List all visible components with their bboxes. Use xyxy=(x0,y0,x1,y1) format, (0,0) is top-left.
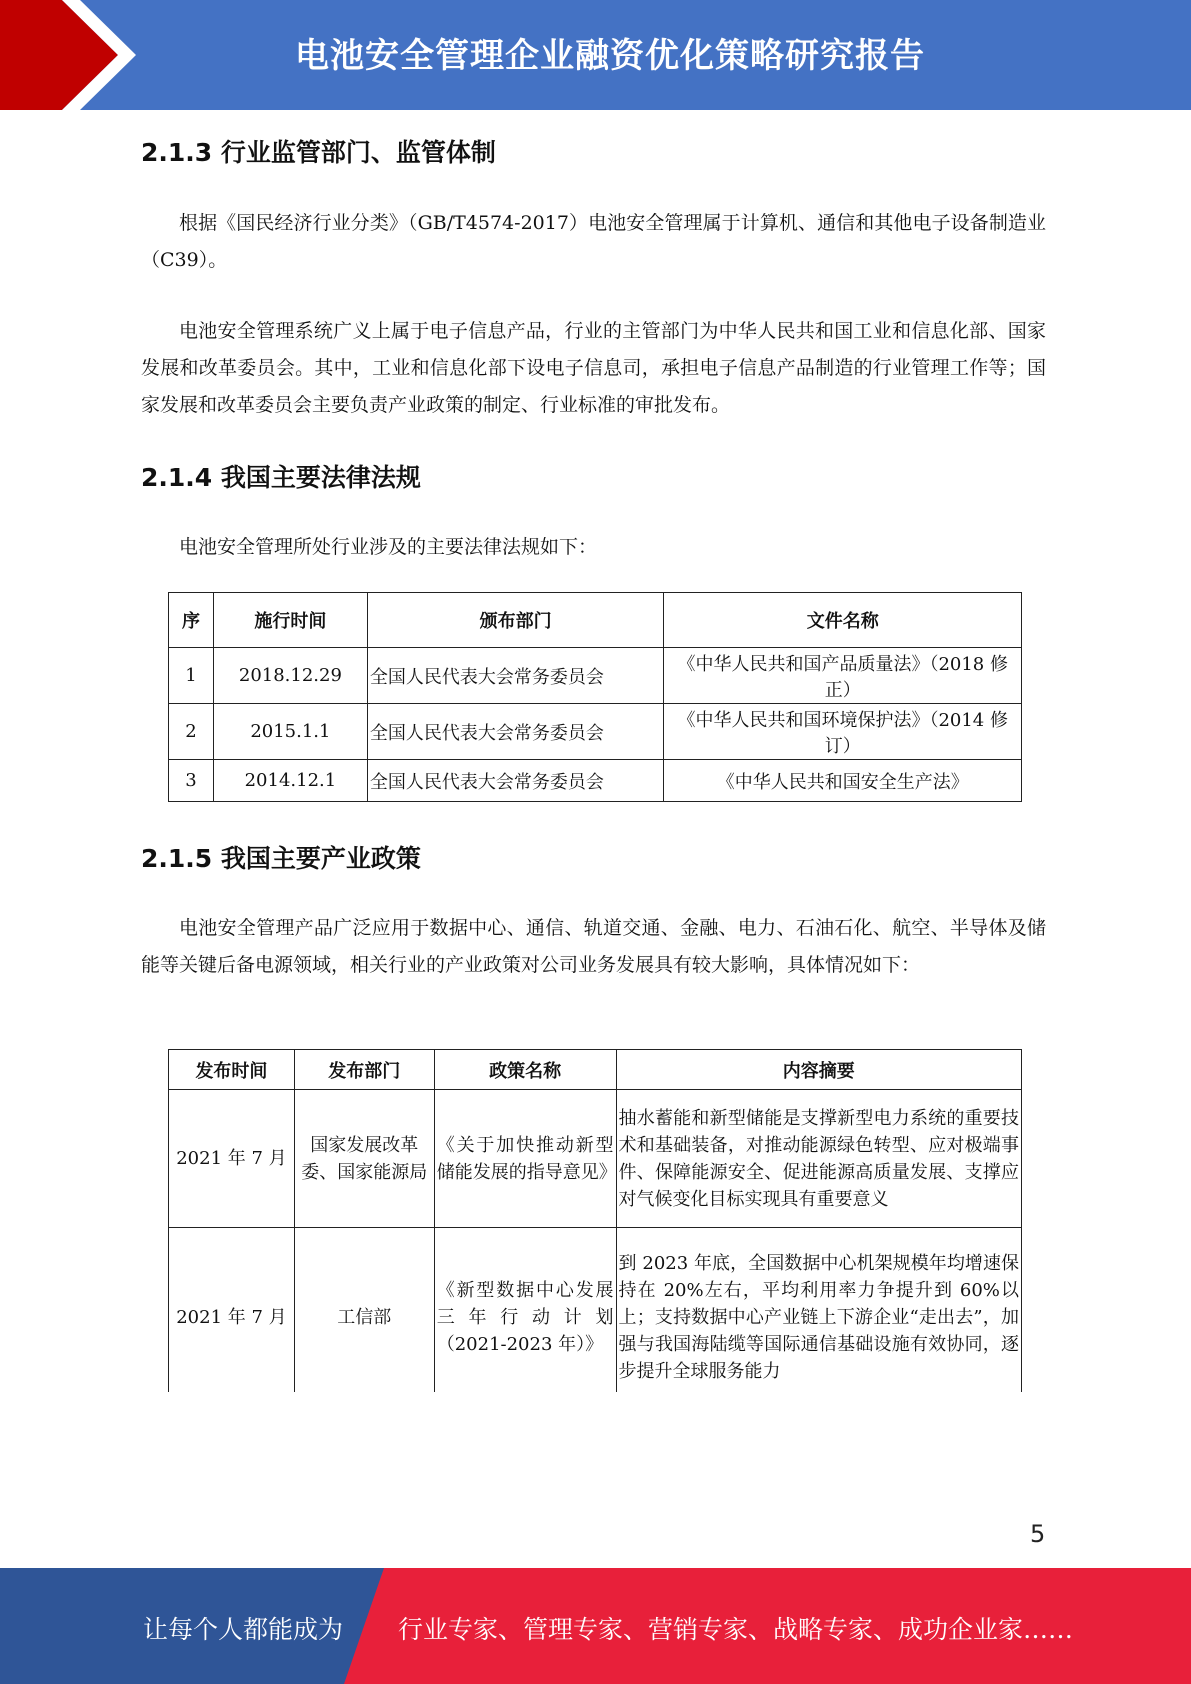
cell-index: 3 xyxy=(169,760,214,802)
policy-table xyxy=(168,1049,1022,1408)
cell-index: 1 xyxy=(169,648,214,704)
table-row xyxy=(169,704,1022,760)
page-footer xyxy=(0,1568,1191,1684)
column-header-effective-date: 施行时间 xyxy=(213,593,367,648)
footer-slogan-right: 行业专家、管理专家、营销专家、战略专家、成功企业家…… xyxy=(398,1615,1074,1644)
cell-date: 2015.1.1 xyxy=(213,704,367,760)
cell-policy-name: 《新型数据中心发展三年行动计划（2021-2023 年）》 xyxy=(434,1228,616,1408)
page-number: 5 xyxy=(1030,1520,1046,1548)
cell-issuer: 全国人民代表大会常务委员会 xyxy=(367,648,664,704)
paragraph-regulators: 电池安全管理系统广义上属于电子信息产品，行业的主管部门为中华人民共和国工业和信息化部、国家发展和改革委员会。其中，工业和信息化部下设电子信息司，承担电子信息产品制造的行业管理工作等；国家发展和改革委员会主要负责产业政策的制定、行业标准的审批发布。 xyxy=(141,320,1046,416)
cell-policy-name: 《关于加快推动新型储能发展的指导意见》 xyxy=(434,1090,616,1228)
cell-date: 2014.12.1 xyxy=(213,760,367,802)
section-heading-2-1-4: 2.1.4 我国主要法律法规 xyxy=(141,463,421,492)
table-header-row xyxy=(169,1050,1022,1090)
cell-document: 《中华人民共和国环境保护法》（2014 修订） xyxy=(664,704,1022,760)
cell-issuer: 全国人民代表大会常务委员会 xyxy=(367,760,664,802)
paragraph-laws-intro: 电池安全管理所处行业涉及的主要法律法规如下： xyxy=(179,536,598,558)
section-heading-2-1-3: 2.1.3 行业监管部门、监管体制 xyxy=(141,138,496,167)
cell-department: 国家发展改革委、国家能源局 xyxy=(294,1090,434,1228)
cell-release-date: 2021 年 7 月 xyxy=(169,1228,295,1408)
cell-release-date: 2021 年 7 月 xyxy=(169,1090,295,1228)
table-header-row xyxy=(169,593,1022,648)
cell-document: 《中华人民共和国产品质量法》（2018 修正） xyxy=(664,648,1022,704)
column-header-policy-name: 政策名称 xyxy=(434,1050,616,1090)
column-header-index: 序 xyxy=(169,593,214,648)
paragraph-classification: 根据《国民经济行业分类》（GB/T4574-2017）电池安全管理属于计算机、通信和其他电子设备制造业（C39）。 xyxy=(141,212,1046,271)
page-header xyxy=(0,0,1191,110)
table-row xyxy=(169,1090,1022,1228)
column-header-summary: 内容摘要 xyxy=(616,1050,1021,1090)
table-row xyxy=(169,648,1022,704)
table-row xyxy=(169,1228,1022,1408)
cell-summary: 到 2023 年底，全国数据中心机架规模年均增速保持在 20%左右，平均利用率力争提升到 60%以上；支持数据中心产业链上下游企业“走出去”，加强与我国海陆缆等国际通信基础设施有效协同，逐步提升全球服务能力 xyxy=(616,1228,1021,1408)
column-header-department: 发布部门 xyxy=(294,1050,434,1090)
cell-issuer: 全国人民代表大会常务委员会 xyxy=(367,704,664,760)
cell-index: 2 xyxy=(169,704,214,760)
table-row xyxy=(169,760,1022,802)
section-heading-2-1-5: 2.1.5 我国主要产业政策 xyxy=(141,844,421,873)
column-header-document-name: 文件名称 xyxy=(664,593,1022,648)
column-header-issuer: 颁布部门 xyxy=(367,593,664,648)
table-page-break-mask xyxy=(160,1392,1030,1422)
paragraph-policy-intro: 电池安全管理产品广泛应用于数据中心、通信、轨道交通、金融、电力、石油石化、航空、半导体及储能等关键后备电源领域，相关行业的产业政策对公司业务发展具有较大影响，具体情况如下： xyxy=(141,917,1046,976)
cell-department: 工信部 xyxy=(294,1228,434,1408)
column-header-release-date: 发布时间 xyxy=(169,1050,295,1090)
footer-slogan-left: 让每个人都能成为 xyxy=(143,1615,344,1644)
cell-document: 《中华人民共和国安全生产法》 xyxy=(664,760,1022,802)
report-title: 电池安全管理企业融资优化策略研究报告 xyxy=(295,36,925,76)
cell-date: 2018.12.29 xyxy=(213,648,367,704)
laws-table xyxy=(168,592,1022,802)
cell-summary: 抽水蓄能和新型储能是支撑新型电力系统的重要技术和基础装备，对推动能源绿色转型、应对极端事件、保障能源安全、促进能源高质量发展、支撑应对气候变化目标实现具有重要意义 xyxy=(616,1090,1021,1228)
